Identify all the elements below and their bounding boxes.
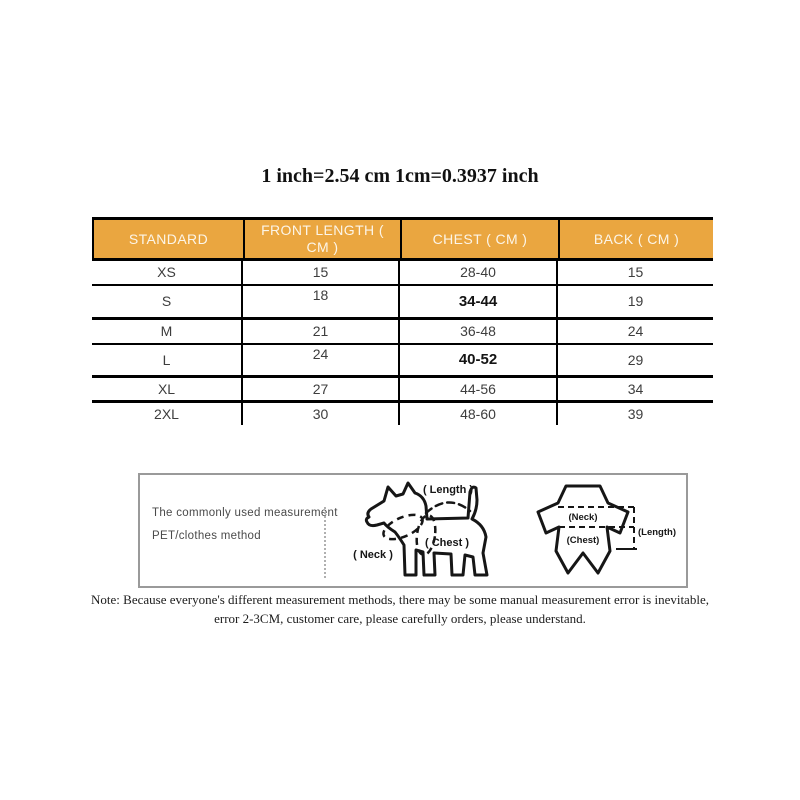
cell-front: 21	[243, 320, 400, 343]
header-cell-standard: STANDARD	[94, 220, 245, 258]
cell-back: 19	[627, 293, 644, 310]
note-line1: Note: Because everyone's different measurement methods, there may be some manual measurement error is inevitable,	[91, 592, 709, 607]
cell-standard: L	[92, 345, 243, 375]
cell-standard: 2XL	[92, 403, 243, 425]
table-row-s	[92, 286, 713, 320]
cell-back: 39	[627, 405, 644, 422]
page-title: 1 inch=2.54 cm 1cm=0.3937 inch	[261, 165, 539, 187]
cell-back: 24	[627, 323, 644, 340]
diagram-divider	[324, 507, 326, 578]
dog-illustration	[346, 477, 501, 584]
header-cell-back: BACK ( CM )	[593, 230, 680, 247]
cell-standard: XL	[92, 378, 243, 400]
dog-outline-icon	[366, 483, 487, 575]
dog-neck-label: ( Neck )	[353, 549, 393, 561]
cell-front: 15	[243, 261, 400, 284]
length-measure-line	[426, 502, 470, 513]
table-header-row	[92, 220, 713, 261]
cell-standard: S	[92, 286, 243, 317]
cell-front: 18	[243, 286, 400, 317]
measurement-diagram	[138, 473, 688, 588]
cell-chest: 44-56	[400, 378, 558, 400]
diagram-caption-line2: PET/clothes method	[152, 530, 261, 542]
cell-chest: 40-52	[400, 345, 558, 375]
dog-chest-label: ( Chest )	[425, 537, 469, 549]
table-row-xl	[92, 378, 713, 403]
cell-back: 15	[627, 264, 644, 281]
note-line2: error 2-3CM, customer care, please carefully orders, please understand.	[214, 611, 586, 626]
garment-neck-label: (Neck)	[568, 512, 598, 523]
diagram-caption	[152, 502, 338, 548]
table-row-xs	[92, 261, 713, 286]
table-row-l	[92, 345, 713, 378]
garment-outline-icon	[538, 486, 628, 573]
cell-front: 30	[243, 403, 400, 425]
cell-chest: 36-48	[400, 320, 558, 343]
header-cell-front-length: FRONT LENGTH ( CM )	[245, 220, 402, 258]
garment-chest-label: (Chest)	[566, 535, 600, 546]
cell-chest: 48-60	[400, 403, 558, 425]
cell-chest: 28-40	[400, 261, 558, 284]
table-row-2xl	[92, 403, 713, 425]
cell-back: 29	[627, 351, 644, 368]
table-row-m	[92, 320, 713, 345]
cell-front: 27	[243, 378, 400, 400]
cell-front: 24	[243, 345, 400, 375]
cell-back: 34	[627, 380, 644, 397]
size-table	[92, 217, 713, 425]
garment-length-label: (Length)	[638, 527, 676, 538]
cell-standard: M	[92, 320, 243, 343]
cell-chest: 34-44	[400, 286, 558, 317]
garment-illustration	[536, 483, 686, 583]
diagram-caption-line1: The commonly used measurement	[152, 507, 338, 519]
header-cell-chest: CHEST ( CM )	[402, 220, 560, 258]
dog-length-label: ( Length )	[422, 484, 474, 496]
cell-standard: XS	[92, 261, 243, 284]
